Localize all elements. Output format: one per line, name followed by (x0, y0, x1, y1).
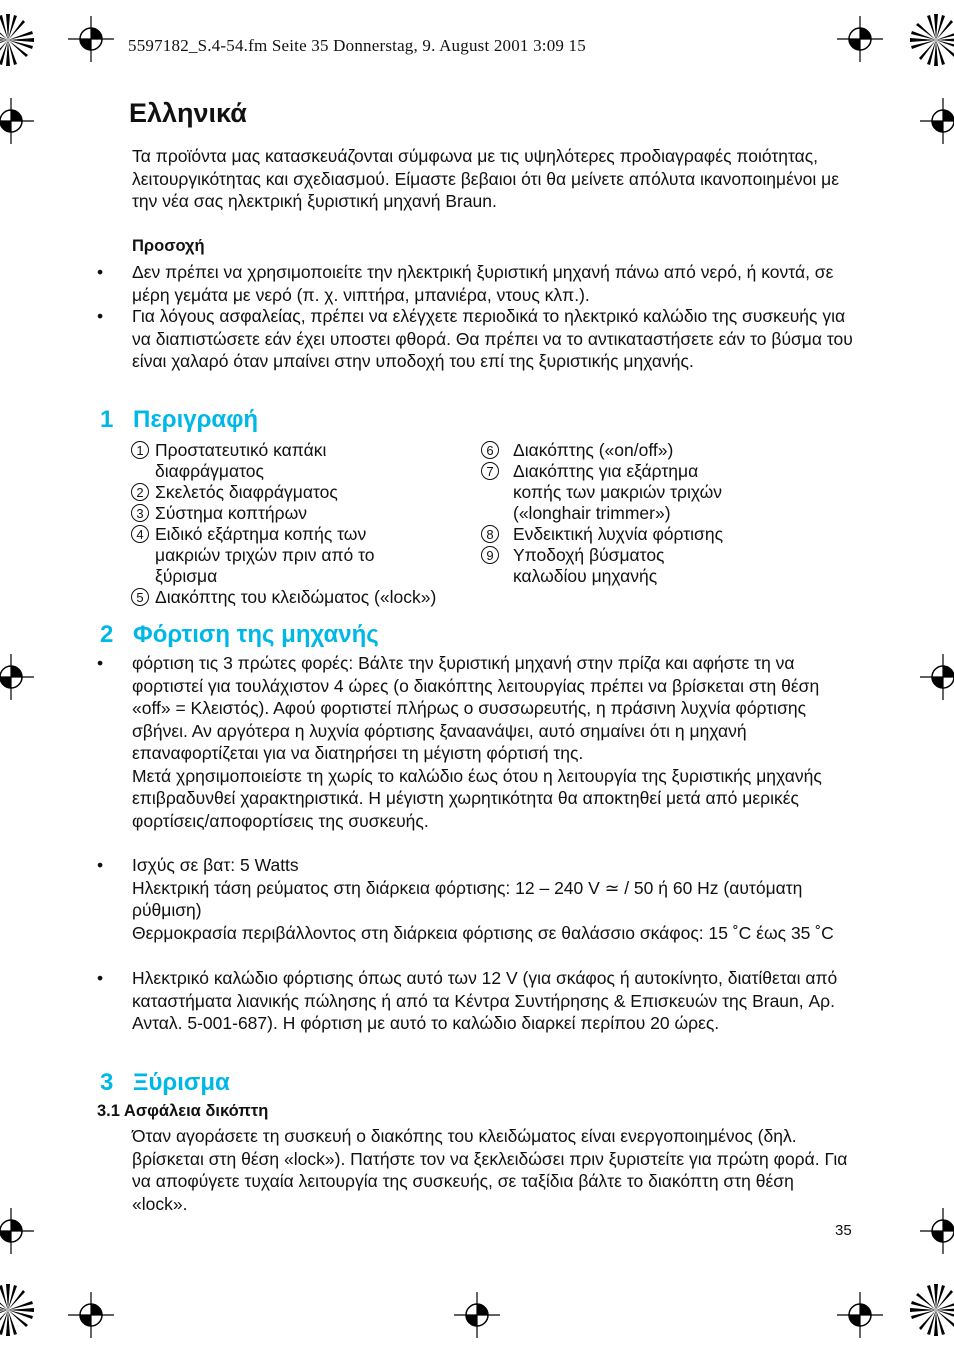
part-item (131, 503, 491, 524)
part-number-circle: 3 (131, 504, 149, 522)
part-item (131, 440, 491, 482)
starburst-target-bottom-right (910, 1284, 954, 1336)
file-header-line: 5597182_S.4-54.fm Seite 35 Donnerstag, 9. August 2001 3:09 15 (128, 36, 586, 55)
registration-mark-right-lower (920, 1208, 954, 1254)
part-item (131, 524, 491, 587)
charging-first-time-text: φόρτιση τις 3 πρώτες φορές: Βάλτε την ξυριστική μηχανή στην πρίζα και αφήστε τη να φορτιστεί για τουλάχιστον 4 ώρες (ο διακόπτης λειτουργίας πρέπει να βρίσκεται στη θέση «off» = Κλειστός). Αφού φορτιστεί πλήρως ο συσσωρευτής, η πράσινη λυχνία φόρτισης σβήνει. Αν αργότερα η λυχνία φόρτισης ξαναανάψει, αυτό σημαίνει ότι η μηχανή επαναφορτίζεται για να διατηρήσει τη μέγιστη φόρτισή της. (132, 653, 820, 763)
power-rating-text: Ισχύς σε βατ: 5 Watts (132, 855, 299, 875)
cable-info-text: Ηλεκτρικό καλώδιο φόρτισης όπως αυτό των 12 V (για σκάφος ή αυτοκίνητο, διατίθεται από καταστήματα λιανικής πώλησης ή από τα Κέντρα Συντήρησης & Επισκευών της Braun, Αρ. Ανταλ. 5-001-687). Η φόρτιση με αυτό το καλώδιο διαρκεί περίπου 20 ώρες. (132, 968, 838, 1033)
part-number-circle: 7 (481, 462, 499, 480)
starburst-target-bottom-left (0, 1284, 34, 1336)
registration-mark-left-upper (0, 98, 34, 144)
section-title: Ξύρισμα (133, 1069, 230, 1096)
part-label: Ειδικό εξάρτημα κοπής των μακριών τριχών πριν από το ξύρισμα (155, 524, 375, 586)
parts-list-right (481, 440, 771, 587)
part-item (481, 461, 771, 524)
starburst-target-top-left (0, 14, 34, 66)
subsection-number: 3.1 (97, 1102, 120, 1120)
part-label: Υποδοχή βύσματος καλωδίου μηχανής (513, 545, 665, 586)
section-2-heading (100, 621, 379, 649)
charging-item (97, 854, 857, 944)
registration-mark-right-middle (920, 654, 954, 700)
bullet-icon: • (97, 653, 104, 673)
starburst-target-top-right (910, 14, 954, 66)
part-label: Ενδεικτική λυχνία φόρτισης (513, 524, 724, 544)
section-title: Φόρτιση της μηχανής (133, 621, 379, 648)
part-item (481, 545, 771, 587)
language-title: Ελληνικά (129, 98, 247, 128)
part-number-circle: 2 (131, 483, 149, 501)
part-number-circle: 5 (131, 588, 149, 606)
part-label: Σκελετός διαφράγματος (155, 482, 338, 502)
section-number: 3 (100, 1069, 114, 1096)
bullet-icon: • (97, 262, 104, 282)
bullet-icon: • (97, 968, 104, 988)
part-label: Προστατευτικό καπάκι διαφράγματος (155, 440, 327, 481)
bullet-icon: • (97, 855, 104, 875)
part-number-circle: 6 (481, 441, 499, 459)
section-3-heading (100, 1069, 230, 1097)
registration-mark-bottom-right (837, 1292, 883, 1338)
intro-paragraph: Τα προϊόντα μας κατασκευάζονται σύμφωνα με τις υψηλότερες προδιαγραφές ποιότητας, λειτουργικότητας και σχεδιασμού. Είμαστε βεβαιοι ότι θα μείνετε απόλυτα ικανοποιημένοι με την νέα σας ηλεκτρική ξυριστική μηχανή Braun. (132, 146, 840, 211)
warning-item-text: Δεν πρέπει να χρησιμοποιείτε την ηλεκτρική ξυριστική μηχανή πάνω από νερό, ή κοντά, σε μέρη γεμάτα με νερό (π. χ. νιπτήρα, μπανιέρα, ντους κλπ.). (132, 262, 834, 305)
part-item (481, 440, 771, 461)
part-number-circle: 1 (131, 441, 149, 459)
warning-item-text: Για λόγους ασφαλείας, πρέπει να ελέγχετε περιοδικά το ηλεκτρικό καλώδιο της συσκευής για να διαπιστώσετε εάν έχει υποστει φθορά. Θα πρέπει να το αντικαταστήσετε εάν το βύσμα του είναι χαλαρό όταν μπαίνει στην υποδοχή του επί της ξυριστικής μηχανής. (132, 306, 853, 371)
warning-item (97, 305, 857, 373)
part-item (131, 587, 491, 608)
subsection-heading (97, 1102, 268, 1121)
part-number-circle: 9 (481, 546, 499, 564)
part-label: Διακόπτης του κλειδώματος («lock») (155, 587, 437, 607)
section-1-heading (100, 406, 258, 434)
temperature-text: Θερμοκρασία περιβάλλοντος στη διάρκεια φόρτισης σε θαλάσσιο σκάφος: 15 ˚C έως 35 ˚C (132, 922, 834, 943)
warning-title: Προσοχή (132, 237, 205, 255)
part-number-circle: 4 (131, 525, 149, 543)
registration-mark-left-middle (0, 654, 34, 700)
subsection-title: Ασφάλεια δικόπτη (123, 1102, 269, 1120)
page-number: 35 (835, 1222, 852, 1239)
registration-mark-bottom-left (68, 1292, 114, 1338)
part-item (481, 524, 771, 545)
part-item (131, 482, 491, 503)
charging-item (97, 967, 857, 1035)
registration-mark-top-right (837, 16, 883, 62)
part-label: Διακόπτης («on/off») (513, 440, 674, 460)
charging-usage-text: Μετά χρησιμοποιείστε τη χωρίς το καλώδιο έως ότου η λειτουργία της ξυριστικής μηχανής επιβραδυνθεί χαρακτηριστικά. Η μέγιστη χωρητικότητα θα αποκτηθεί μετά από μερικές φορτίσεις/αποφορτίσεις της συσκευής. (132, 765, 822, 831)
parts-list-left (131, 440, 491, 608)
part-label: Σύστημα κοπτήρων (155, 503, 308, 523)
bullet-icon: • (97, 306, 104, 326)
charging-item (97, 652, 857, 832)
voltage-text: Ηλεκτρική τάση ρεύματος στη διάρκεια φόρτισης: 12 – 240 V ≃ / 50 ή 60 Hz (αυτόματη ρύθμιση) (132, 877, 803, 920)
lock-switch-paragraph: Όταν αγοράσετε τη συσκευή ο διακόπης του κλειδώματος είναι ενεργοποιημένος (δηλ. βρίσκεται στη θέση «lock»). Πατήστε τον να ξεκλειδώσει πριν ξυριστείτε για πρώτη φορά. Για να αποφύγετε τυχαία λειτουργία της συσκευής, σε ταξίδια βάλτε το διακόπτη στη θέση «lock». (132, 1126, 848, 1214)
part-label: Διακόπτης για εξάρτημα κοπής των μακριών τριχών («longhair trimmer») (513, 461, 723, 523)
registration-mark-top-left (68, 16, 114, 62)
section-title: Περιγραφή (133, 406, 259, 433)
part-number-circle: 8 (481, 525, 499, 543)
section-number: 2 (100, 621, 114, 648)
warning-item (97, 261, 857, 306)
registration-mark-right-upper (920, 98, 954, 144)
registration-mark-left-lower (0, 1208, 34, 1254)
registration-mark-bottom-center (454, 1292, 500, 1338)
section-number: 1 (100, 406, 114, 433)
